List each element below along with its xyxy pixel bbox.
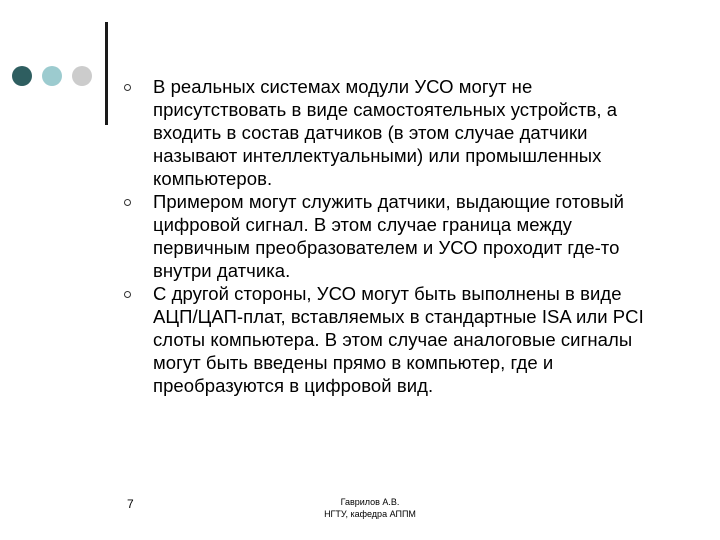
decorative-divider-line bbox=[105, 22, 108, 125]
decorative-dot-light-teal bbox=[42, 66, 62, 86]
bullet-item-1 bbox=[124, 75, 714, 190]
bullet-text-line: цифровой сигнал. В этом случае граница между bbox=[153, 214, 572, 235]
bullet-text-line: Примером могут служить датчики, выдающие готовый bbox=[153, 191, 624, 212]
footer-author bbox=[290, 496, 450, 520]
bullet-text-line: преобразуются в цифровой вид. bbox=[153, 375, 434, 396]
bullet-text-line: В реальных системах модули УСО могут не bbox=[153, 76, 533, 97]
bullet-item-3 bbox=[124, 282, 714, 397]
circle-bullet-icon bbox=[124, 291, 131, 298]
bullet-text-line: входить в состав датчиков (в этом случае датчики bbox=[153, 122, 588, 143]
footer-author-name: Гаврилов А.В. bbox=[340, 497, 400, 507]
footer-affiliation: НГТУ, кафедра АППМ bbox=[324, 509, 416, 519]
bullet-list bbox=[124, 75, 714, 397]
bullet-text-line: слоты компьютера. В этом случае аналоговые сигналы bbox=[153, 329, 633, 350]
decorative-dot-gray bbox=[72, 66, 92, 86]
bullet-text-line: первичным преобразователем и УСО проходит где-то bbox=[153, 237, 620, 258]
decorative-dot-dark bbox=[12, 66, 32, 86]
bullet-text-line: могут быть введены прямо в компьютер, где и bbox=[153, 352, 554, 373]
bullet-text-line: компьютеров. bbox=[153, 168, 273, 189]
bullet-text-line: внутри датчика. bbox=[153, 260, 291, 281]
bullet-text-line: С другой стороны, УСО могут быть выполнены в виде bbox=[153, 283, 622, 304]
page-number: 7 bbox=[127, 497, 134, 511]
circle-bullet-icon bbox=[124, 84, 131, 91]
bullet-text-line: присутствовать в виде самостоятельных устройств, а bbox=[153, 99, 618, 120]
circle-bullet-icon bbox=[124, 199, 131, 206]
bullet-item-2 bbox=[124, 190, 714, 282]
bullet-text-line: называют интеллектуальными) или промышленных bbox=[153, 145, 602, 166]
bullet-text-line: АЦП/ЦАП-плат, вставляемых в стандартные ISA или PCI bbox=[153, 306, 644, 327]
